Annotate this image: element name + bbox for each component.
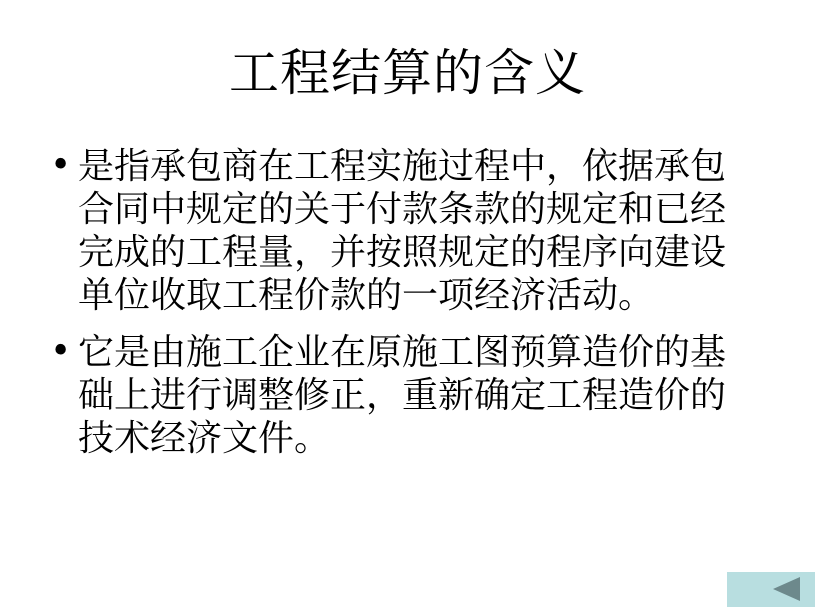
bullet-icon: •	[50, 145, 72, 186]
bullet-item	[50, 331, 738, 460]
bullet-list	[50, 145, 750, 474]
back-button[interactable]	[727, 572, 815, 607]
bullet-icon: •	[50, 331, 72, 372]
bullet-text: 它是由施工企业在原施工图预算造价的基础上进行调整修正，重新确定工程造价的技术经济文件。	[78, 332, 727, 459]
slide-title: 工程结算的含义	[229, 44, 586, 102]
bullet-item	[50, 145, 738, 317]
back-arrow-icon	[773, 577, 800, 601]
bullet-text: 是指承包商在工程实施过程中，依据承包合同中规定的关于付款条款的规定和已经完成的工程量，并按照规定的程序向建设单位收取工程价款的一项经济活动。	[78, 146, 727, 316]
